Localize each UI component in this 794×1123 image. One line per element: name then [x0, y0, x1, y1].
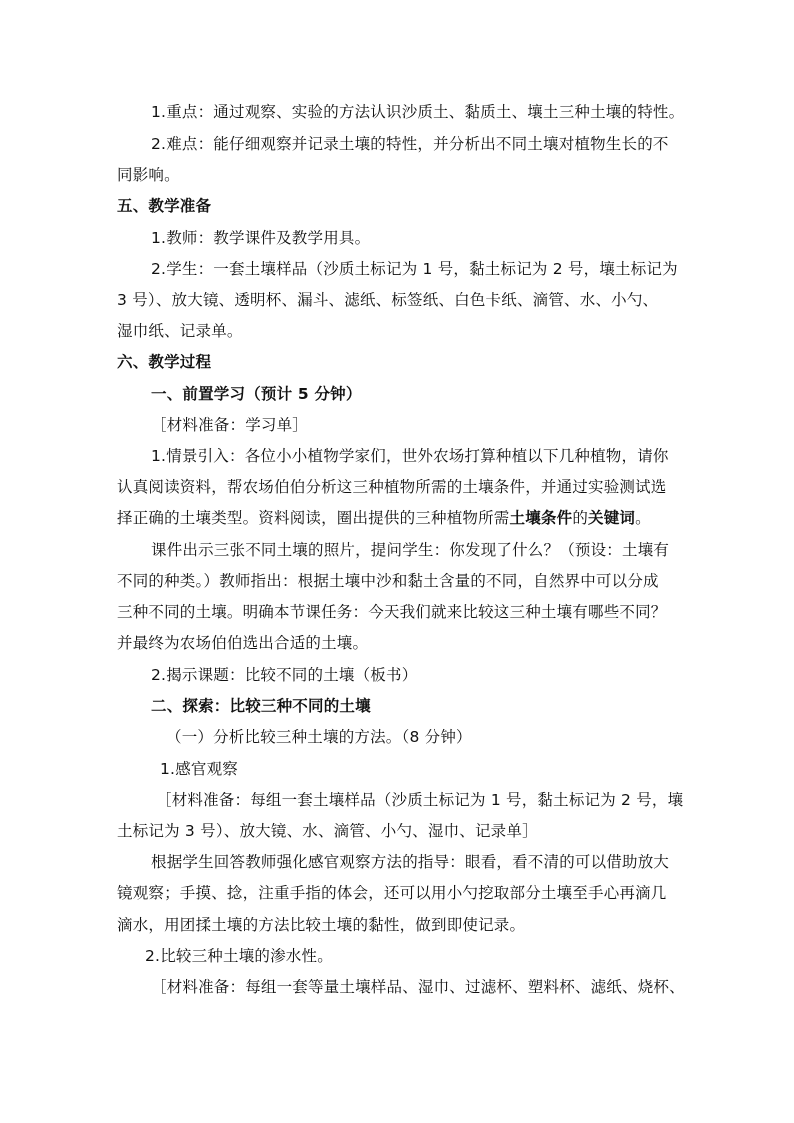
subsection-heading-explore: 二、探索：比较三种不同的土壤 — [151, 697, 371, 715]
subsection-heading-prelearning: 一、前置学习（预计 5 分钟） — [151, 385, 362, 403]
permeability-materials-line: ［材料准备：每组一套等量土壤样品、湿巾、过滤杯、塑料杯、滤纸、烧杯、 — [151, 978, 685, 996]
student-prep-line-cont2: 湿巾纸、记录单。 — [117, 322, 243, 340]
sensory-materials-line-cont: 土标记为 3 号）、放大镜、水、滴管、小勺、湿巾、记录单］ — [117, 822, 538, 840]
key-point-line: 1.重点：通过观察、实验的方法认识沙质土、黏质土、壤土三种土壤的特性。 — [151, 103, 685, 121]
student-prep-line-cont1: 3 号）、放大镜、透明杯、漏斗、滤纸、标签纸、白色卡纸、滴管、水、小勺、 — [117, 291, 659, 309]
scenario-text: 择正确的土壤类型。资料阅读，圈出提供的三种植物所需 — [117, 509, 510, 527]
guidance-line: 根据学生回答教师强化感官观察方法的指导：眼看，看不清的可以借助放大 — [151, 853, 670, 871]
permeability-heading: 2.比较三种土壤的渗水性。 — [145, 947, 333, 965]
scenario-line: 1.情景引入：各位小小植物学家们，世外农场打算种植以下几种植物，请你 — [151, 447, 669, 465]
courseware-line-cont1: 不同的种类。）教师指出：根据土壤中沙和黏土含量的不同，自然界中可以分成 — [117, 572, 659, 590]
student-prep-line: 2.学生：一套土壤样品（沙质土标记为 1 号，黏土标记为 2 号，壤土标记为 — [151, 260, 678, 278]
difficulty-line: 2.难点：能仔细观察并记录土壤的特性，并分析出不同土壤对植物生长的不 — [151, 135, 669, 153]
scenario-text-end: 。 — [635, 509, 651, 527]
materials-note: ［材料准备：学习单］ — [151, 416, 309, 434]
scenario-line-cont1: 认真阅读资料，帮农场伯伯分析这三种植物所需的土壤条件，并通过实验测试选 — [117, 478, 667, 496]
sensory-observation-heading: 1.感官观察 — [160, 760, 238, 778]
keywords-emphasis: 关键词 — [588, 509, 636, 527]
guidance-line-cont2: 滴水，用团揉土壤的方法比较土壤的黏性，做到即使记录。 — [117, 916, 526, 934]
difficulty-line-cont: 同影响。 — [117, 166, 180, 184]
scenario-text-of: 的 — [572, 509, 589, 527]
sensory-materials-line: ［材料准备：每组一套土壤样品（沙质土标记为 1 号，黏土标记为 2 号，壤 — [156, 791, 684, 809]
scenario-line-cont2 — [117, 508, 651, 528]
section-heading-process: 六、教学过程 — [117, 353, 212, 371]
courseware-line-cont3: 并最终为农场伯伯选出合适的土壤。 — [117, 634, 369, 652]
section-heading-preparation: 五、教学准备 — [117, 197, 212, 215]
method-analysis-line: （一）分析比较三种土壤的方法。（8 分钟） — [166, 728, 472, 746]
soil-conditions-emphasis: 土壤条件 — [509, 509, 573, 527]
courseware-line-cont2: 三种不同的土壤。明确本节课任务：今天我们就来比较这三种土壤有哪些不同？ — [117, 603, 667, 621]
guidance-line-cont1: 镜观察；手摸、捻，注重手指的体会，还可以用小勺挖取部分土壤至手心再滴几 — [117, 884, 667, 902]
courseware-line: 课件出示三张不同土壤的照片，提问学生：你发现了什么？（预设：土壤有 — [151, 541, 670, 559]
topic-reveal-line: 2.揭示课题：比较不同的土壤（板书） — [151, 666, 418, 684]
teacher-prep-line: 1.教师：教学课件及教学用具。 — [151, 229, 371, 247]
